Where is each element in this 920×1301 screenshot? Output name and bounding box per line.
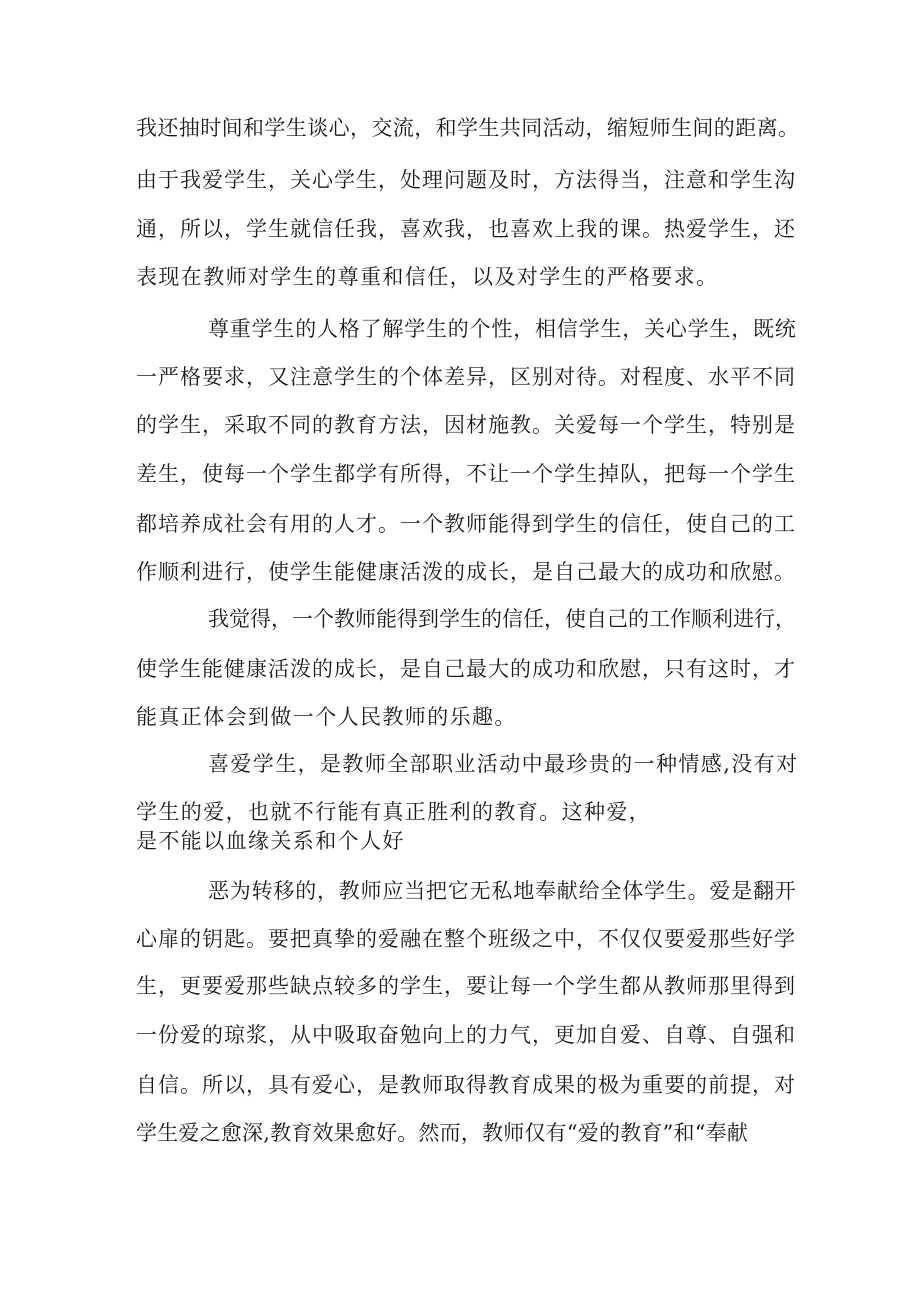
paragraph-line: 表现在教师对学生的尊重和信任，以及对学生的严格要求。 — [136, 265, 719, 289]
paragraph-line: 恶为转移的，教师应当把它无私地奉献给全体学生。爱是翻开 — [208, 879, 797, 903]
paragraph-line: 生，更要爱那些缺点较多的学生，要让每一个学生都从教师那里得到 — [136, 974, 796, 998]
paragraph-line: 使学生能健康活泼的成长，是自己最大的成功和欣慰，只有这时，才 — [136, 657, 796, 681]
paragraph-line: 的学生，采取不同的教育方法，因材施教。关爱每一个学生，特别是 — [136, 413, 796, 437]
paragraph-line: 是不能以血缘关系和个人好 — [136, 829, 405, 853]
paragraph-line: 我还抽时间和学生谈心，交流，和学生共同活动，缩短师生间的距离。 — [136, 116, 800, 140]
paragraph-line: 我觉得，一个教师能得到学生的信任，使自己的工作顺利进行， — [208, 607, 796, 631]
paragraph-line: 一份爱的琼浆，从中吸取奋勉向上的力气，更加自爱、自尊、自强和 — [136, 1023, 796, 1047]
paragraph-line: 能真正体会到做一个人民教师的乐趣。 — [136, 705, 517, 729]
paragraph-line: 作顺利进行，使学生能健康活泼的成长，是自己最大的成功和欣慰。 — [136, 560, 796, 584]
paragraph-line: 尊重学生的人格了解学生的个性，相信学生，关心学生，既统 — [208, 317, 797, 341]
paragraph-line: 学生爱之愈深,教育效果愈好。然而，教师仅有“爱的教育”和“奉献 — [136, 1121, 749, 1145]
paragraph-line: 一严格要求，又注意学生的个体差异，区别对待。对程度、水平不同 — [136, 365, 796, 389]
paragraph-line: 自信。所以，具有爱心，是教师取得教育成果的极为重要的前提，对 — [136, 1073, 796, 1097]
paragraph-line: 心扉的钥匙。要把真挚的爱融在整个班级之中，不仅仅要爱那些好学 — [136, 927, 796, 951]
paragraph-line: 学生的爱，也就不行能有真正胜利的教育。这种爱， — [136, 800, 652, 824]
paragraph-line: 喜爱学生，是教师全部职业活动中最珍贵的一种情感,没有对 — [208, 752, 799, 776]
paragraph-line: 通，所以，学生就信任我，喜欢我，也喜欢上我的课。热爱学生，还 — [136, 217, 796, 241]
paragraph-line: 由于我爱学生，关心学生，处理问题及时，方法得当，注意和学生沟 — [136, 168, 796, 192]
paragraph-line: 差生，使每一个学生都学有所得，不让一个学生掉队，把每一个学生 — [136, 462, 796, 486]
paragraph-line: 都培养成社会有用的人才。一个教师能得到学生的信任，使自己的工 — [136, 512, 796, 536]
